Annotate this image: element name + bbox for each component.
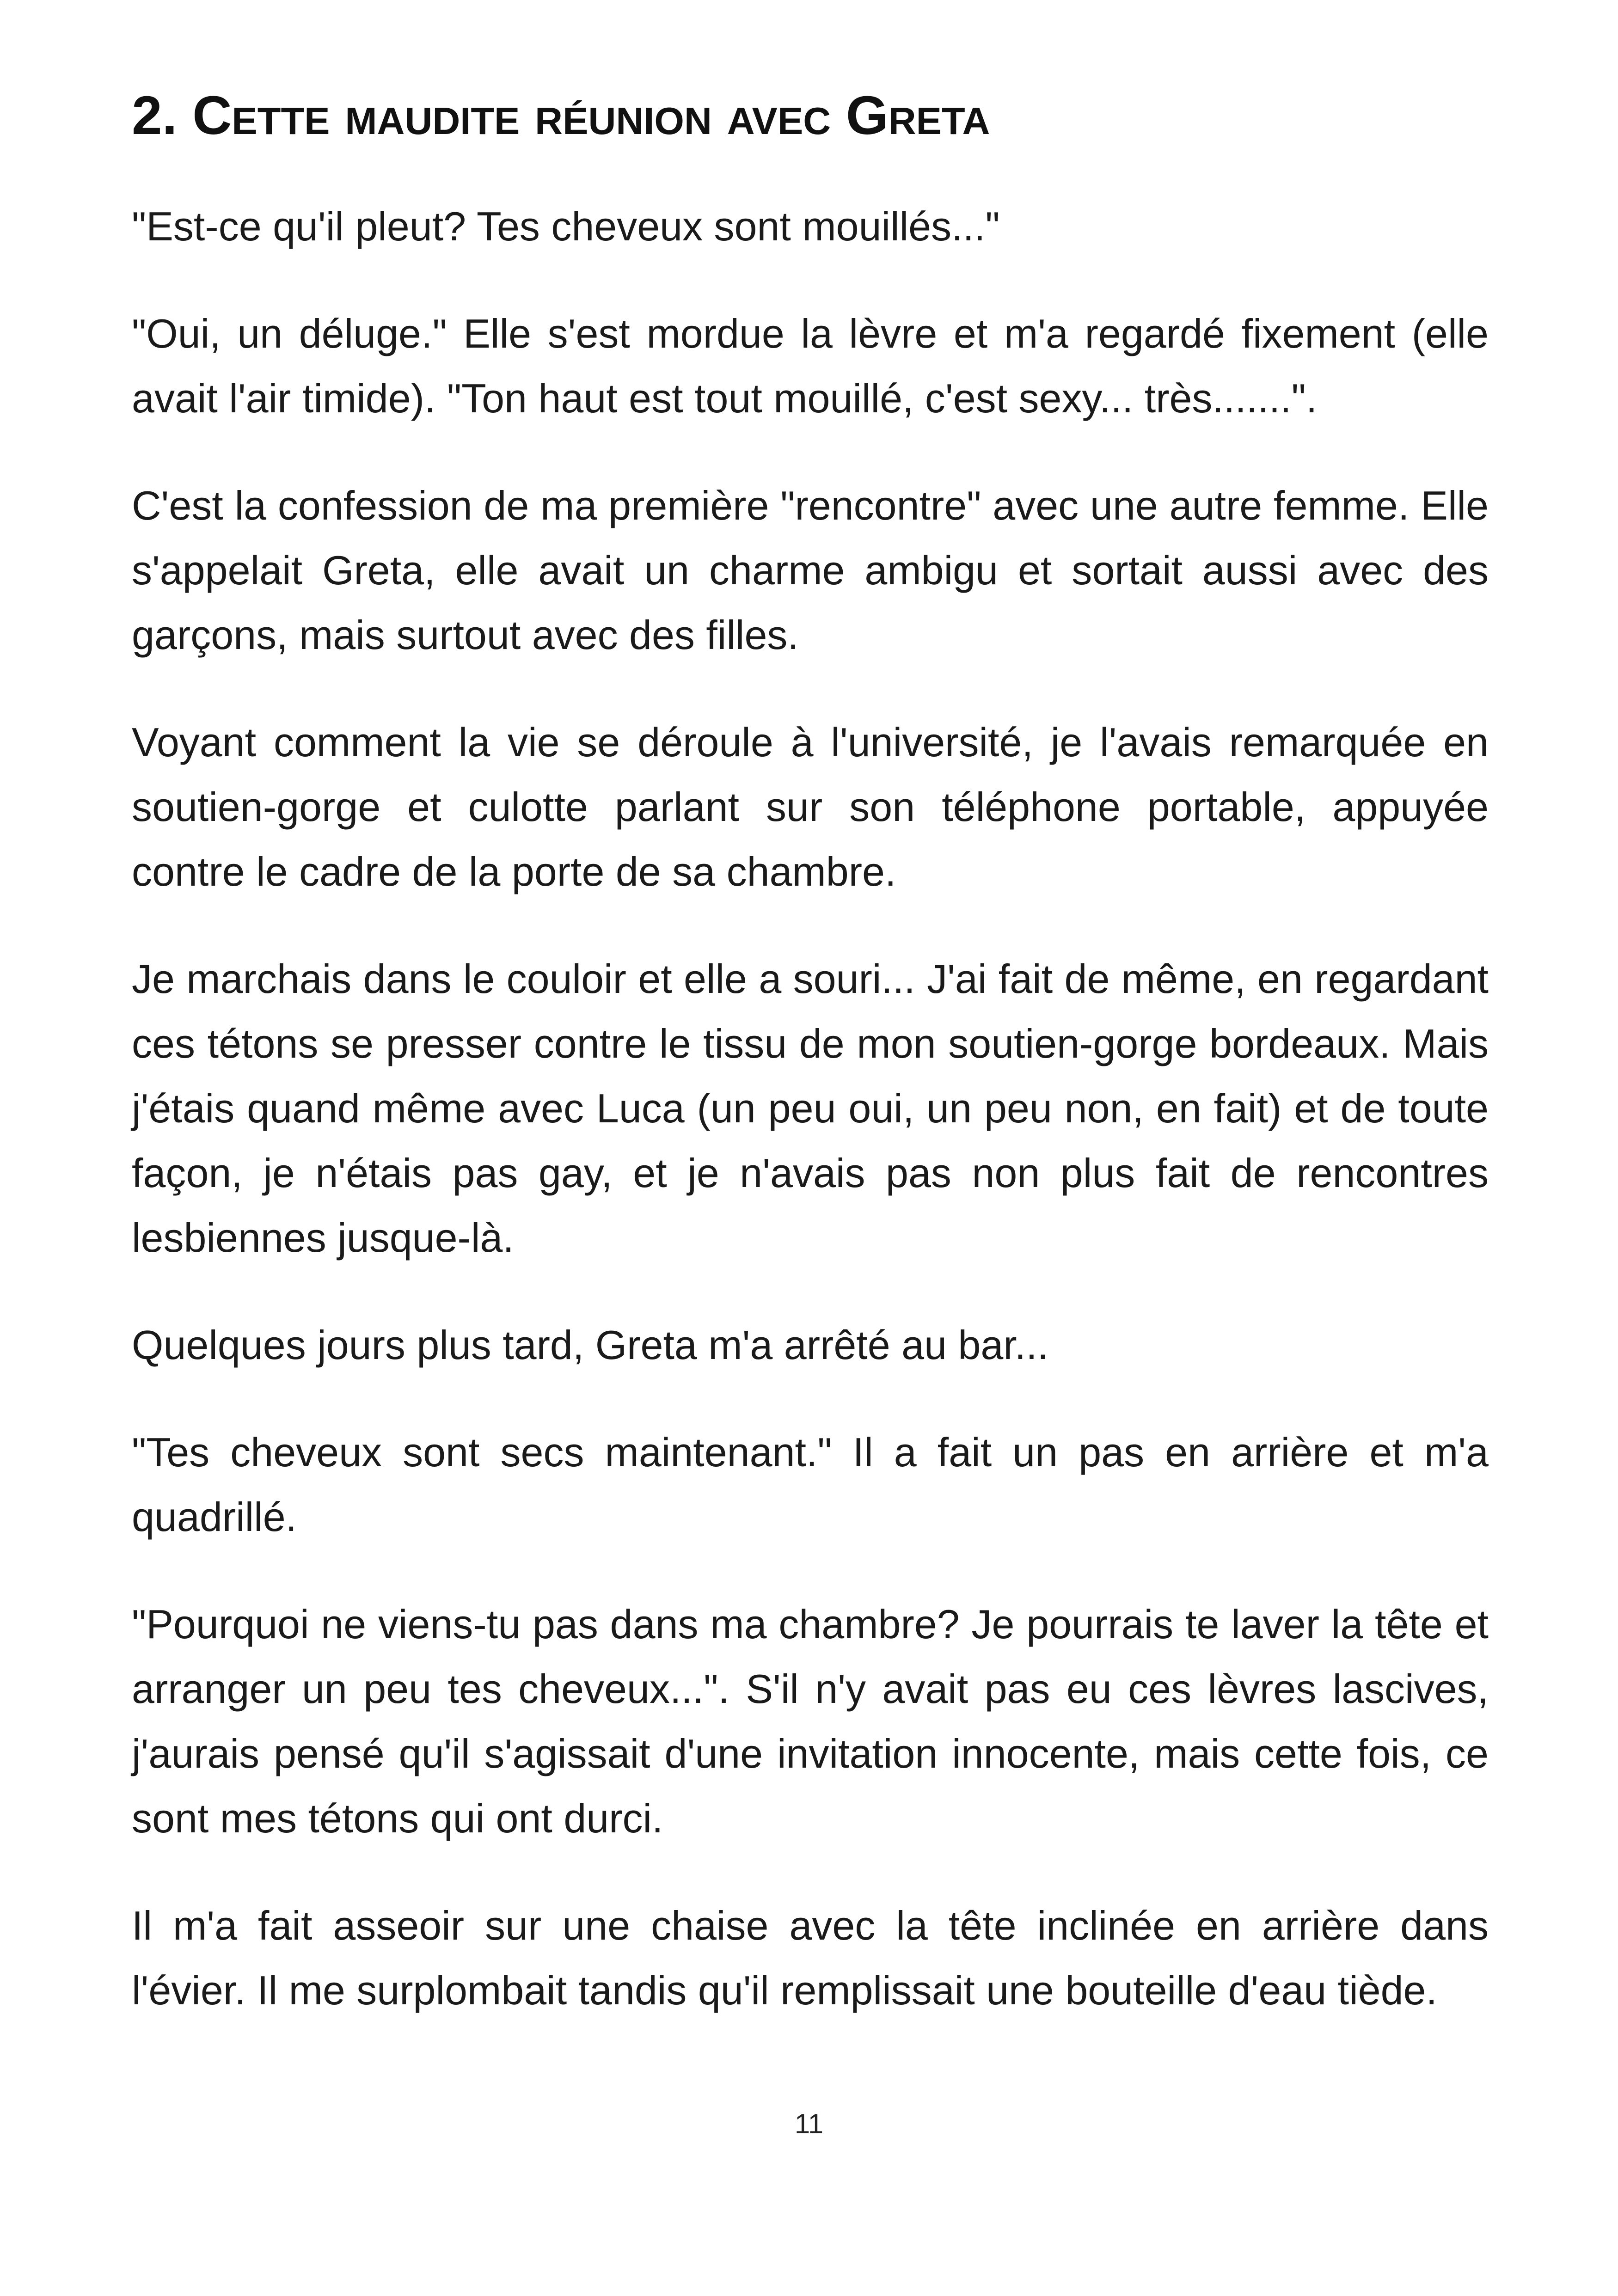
paragraph: Je marchais dans le couloir et elle a souri... J'ai fait de même, en regardant ces tétons se presser contre le tissu de mon soutien-gorge bordeaux. Mais j'étais quand même avec Luca (un peu oui, un peu non, en fait) et de toute façon, je n'étais pas gay, et je n'avais pas non plus fait de rencontres lesbiennes jusque-là.: [132, 956, 1489, 1261]
paragraph: "Oui, un déluge." Elle s'est mordue la lèvre et m'a regardé fixement (elle avait l'air timide). "Ton haut est tout mouillé, c'est sexy... très.......".: [132, 311, 1489, 421]
paragraph: Il m'a fait asseoir sur une chaise avec la tête inclinée en arrière dans l'évier. Il me surplombait tandis qu'il remplissait une bouteille d'eau tiède.: [132, 1903, 1489, 2013]
paragraph: "Est-ce qu'il pleut? Tes cheveux sont mouillés...": [132, 203, 1000, 249]
paragraph: Voyant comment la vie se déroule à l'université, je l'avais remarquée en soutien-gorge et culotte parlant sur son téléphone portable, appuyée contre le cadre de la porte de sa chambre.: [132, 719, 1489, 894]
paragraph: Quelques jours plus tard, Greta m'a arrêté au bar...: [132, 1322, 1049, 1368]
paragraph: C'est la confession de ma première "rencontre" avec une autre femme. Elle s'appelait Greta, elle avait un charme ambigu et sortait aussi avec des garçons, mais surtout avec des filles.: [132, 483, 1489, 658]
chapter-title: 2. Cette maudite réunion avec Greta: [132, 85, 990, 146]
paragraph: "Tes cheveux sont secs maintenant." Il a fait un pas en arrière et m'a quadrillé.: [132, 1429, 1489, 1540]
page-number: 11: [794, 2108, 824, 2139]
chapter-body: [132, 194, 1489, 2065]
paragraph: "Pourquoi ne viens-tu pas dans ma chambre? Je pourrais te laver la tête et arranger un peu tes cheveux...". S'il n'y avait pas eu ces lèvres lascives, j'aurais pensé qu'il s'agissait d'une invitation innocente, mais cette fois, ce sont mes tétons qui ont durci.: [132, 1601, 1489, 1841]
